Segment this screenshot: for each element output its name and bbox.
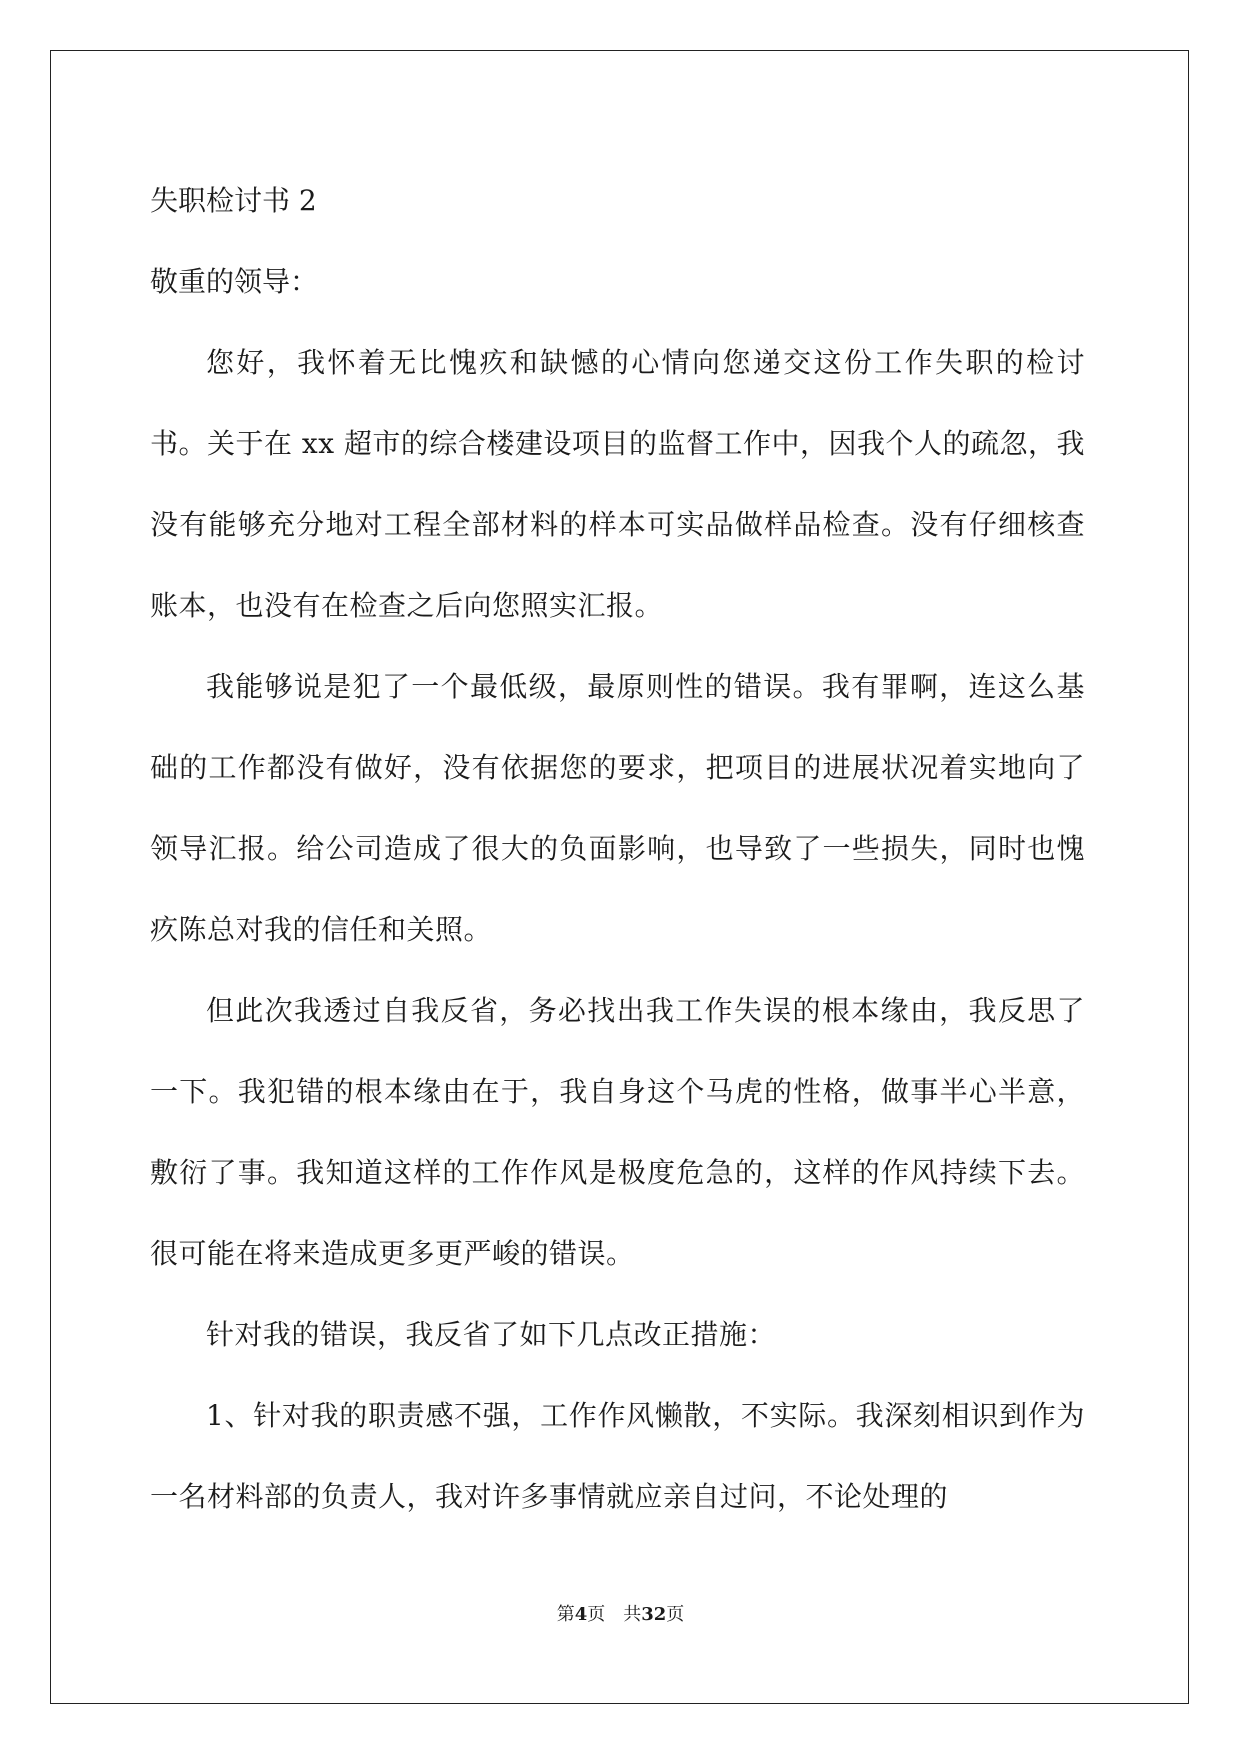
current-page-number: 4 bbox=[574, 1604, 588, 1625]
salutation: 敬重的领导： bbox=[150, 265, 319, 298]
footer-mid: 页 共 bbox=[587, 1604, 642, 1625]
document-body bbox=[150, 160, 1085, 1537]
total-page-count: 32 bbox=[641, 1604, 667, 1625]
footer-prefix: 第 bbox=[556, 1604, 575, 1625]
paragraph-4: 针对我的错误，我反省了如下几点改正措施： bbox=[206, 1318, 777, 1351]
paragraph-5: 1、针对我的职责感不强，工作作风懒散，不实际。我深刻相识到作为一名材料部的负责人，我对许多事情就应亲自过问，不论处理的 bbox=[150, 1399, 1085, 1513]
paragraph-1: 您好，我怀着无比愧疚和缺憾的心情向您递交这份工作失职的检讨书。关于在 xx 超市的综合楼建设项目的监督工作中，因我个人的疏忽，我没有能够充分地对工程全部材料的样本可实品做样品检查。没有仔细核查账本，也没有在检查之后向您照实汇报。 bbox=[150, 346, 1085, 622]
page-footer bbox=[0, 1600, 1241, 1626]
paragraph-2: 我能够说是犯了一个最低级，最原则性的错误。我有罪啊，连这么基础的工作都没有做好，没有依据您的要求，把项目的进展状况着实地向了领导汇报。给公司造成了很大的负面影响，也导致了一些损失，同时也愧疚陈总对我的信任和关照。 bbox=[150, 670, 1085, 946]
paragraph-3: 但此次我透过自我反省，务必找出我工作失误的根本缘由，我反思了一下。我犯错的根本缘由在于，我自身这个马虎的性格，做事半心半意，敷衍了事。我知道这样的工作作风是极度危急的，这样的作风持续下去。很可能在将来造成更多更严峻的错误。 bbox=[150, 994, 1085, 1270]
document-title: 失职检讨书 2 bbox=[150, 184, 317, 217]
footer-suffix: 页 bbox=[666, 1604, 685, 1625]
